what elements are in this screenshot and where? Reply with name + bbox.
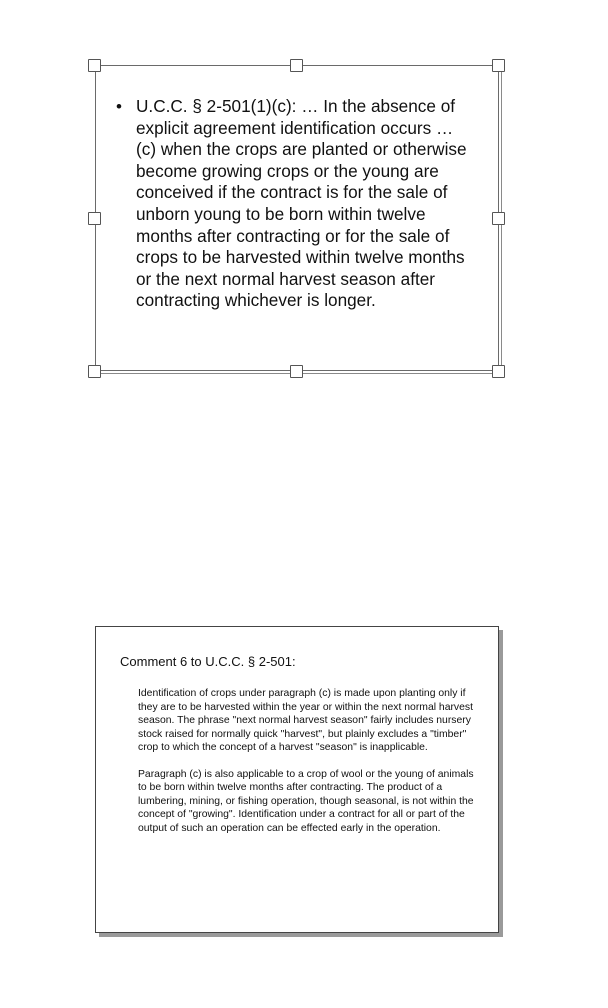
resize-handle-bottom-right[interactable] [492, 365, 505, 378]
comment-paragraph-2: Paragraph (c) is also applicable to a crop of wool or the young of animals to be born within twelve months after contracting. The product of a lumbering, mining, or fishing operation, though seasonal, is not within the concept of "growing". Identification under a contract for all or part of the output of such an operation can be effected early in the operation. [138, 768, 474, 834]
comment-paragraph-1: Identification of crops under paragraph (c) is made upon planting only if they are to be harvested within the year or within the next normal harvest season. The phrase "next normal harvest season" fairly includes nursery stock raised for normally quick "harvest", but plainly excludes a "timber" crop to which the concept of a harvest "season" is inapplicable. [138, 688, 473, 753]
bullet-icon: • [116, 97, 122, 116]
bullet-list [116, 96, 476, 312]
bullet-item[interactable] [116, 96, 476, 312]
resize-handle-top-center[interactable] [290, 59, 303, 72]
comment-box[interactable] [95, 626, 499, 933]
resize-handle-middle-left[interactable] [88, 212, 101, 225]
resize-handle-top-right[interactable] [492, 59, 505, 72]
resize-handle-bottom-left[interactable] [88, 365, 101, 378]
resize-handle-middle-right[interactable] [492, 212, 505, 225]
resize-handle-bottom-center[interactable] [290, 365, 303, 378]
comment-body [138, 687, 478, 848]
selected-text-box[interactable] [95, 65, 499, 371]
bullet-text[interactable]: U.C.C. § 2-501(1)(c): … In the absence of explicit agreement identification occurs … (c) when the crops are planted or otherwise become growing crops or the young are conceived if the contract is for the sale of unborn young to be born within twelve months after contracting or for the sale of crops to be harvested within twelve months or the next normal harvest season after contracting whichever is longer. [136, 96, 467, 311]
resize-handle-top-left[interactable] [88, 59, 101, 72]
comment-title: Comment 6 to U.C.C. § 2-501: [120, 654, 296, 669]
